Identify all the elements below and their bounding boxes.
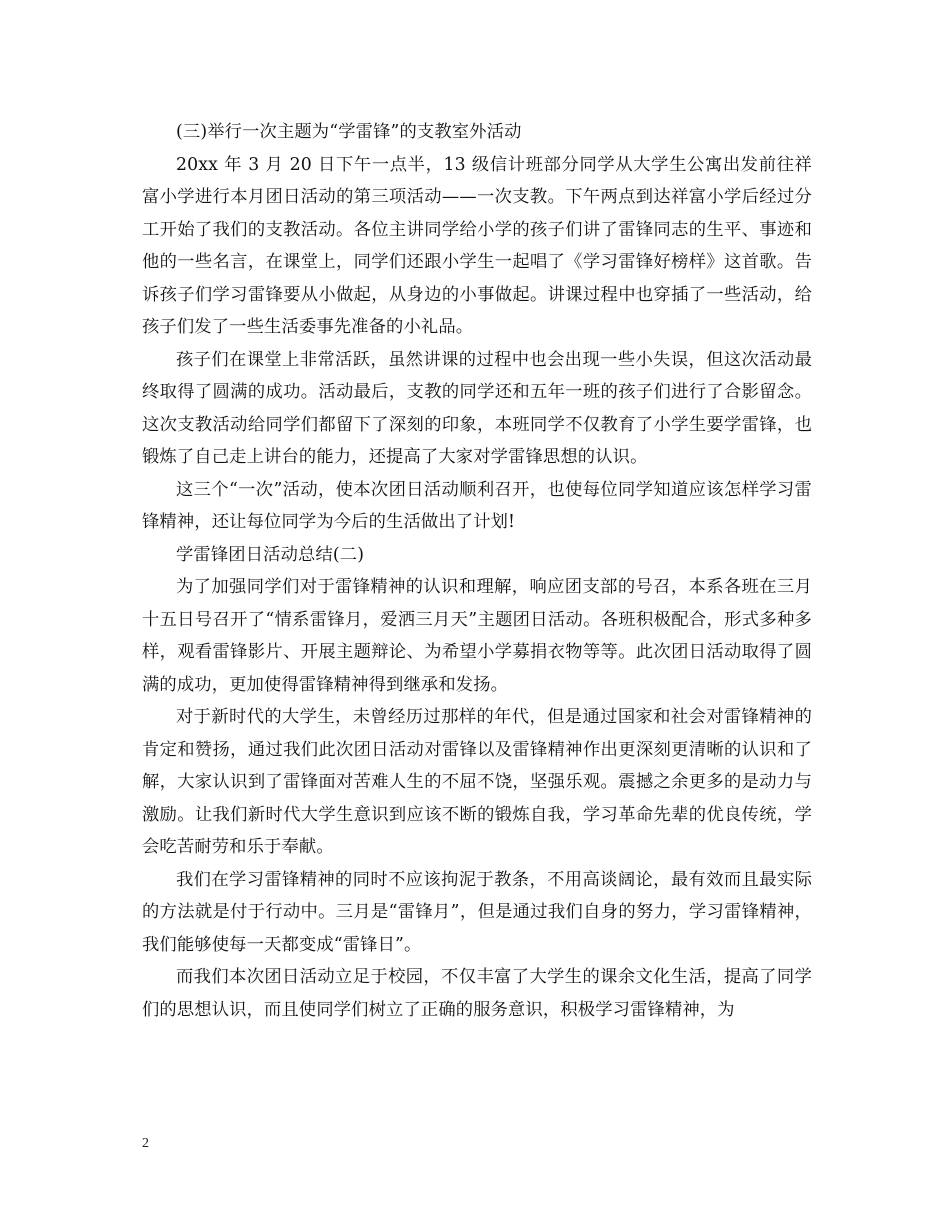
- paragraph-campus-activity: 而我们本次团日活动立足于校园，不仅丰富了大学生的课余文化生活，提高了同学们的思想认识，而且使同学们树立了正确的服务意识，积极学习雷锋精神，为: [142, 967, 812, 1020]
- section-heading-summary-two: 学雷锋团日活动总结(二): [176, 544, 365, 565]
- paragraph-three-activities: 这三个“一次”活动，使本次团日活动顺利召开，也使每位同学知道应该怎样学习雷锋精神，还让每位同学为今后的生活做出了计划!: [142, 479, 812, 532]
- paragraph-teaching-activity: 20xx 年 3 月 20 日下午一点半，13 级信计班部分同学从大学生公寓出发前往祥富小学进行本月团日活动的第三项活动——一次支教。下午两点到达祥富小学后经过分工开始了我们的支教活动。各位主讲同学给小学的孩子们讲了雷锋同志的生平、事迹和他的一些名言，在课堂上，同学们还跟小学生一起唱了《学习雷锋好榜样》这首歌。告诉孩子们学习雷锋要从小做起，从身边的小事做起。讲课过程中也穿插了一些活动，给孩子们发了一些生活委事先准备的小礼品。: [142, 154, 812, 337]
- paragraph-strengthen-understanding: 为了加强同学们对于雷锋精神的认识和理解，响应团支部的号召，本系各班在三月十五日号召开了“情系雷锋月，爱洒三月天”主题团日活动。各班积极配合，形式多种多样，观看雷锋影片、开展主题辩论、为希望小学募捐衣物等等。此次团日活动取得了圆满的成功，更加使得雷锋精神得到继承和发扬。: [142, 577, 812, 695]
- paragraph-learning-in-action: 我们在学习雷锋精神的同时不应该拘泥于教条，不用高谈阔论，最有效而且最实际的方法就是付于行动中。三月是“雷锋月”，但是通过我们自身的努力，学习雷锋精神，我们能够使每一天都变成“雷锋日”。: [142, 869, 812, 955]
- section-heading-activity-three: (三)举行一次主题为“学雷锋”的支教室外活动: [176, 122, 522, 142]
- document-body: [142, 116, 812, 1026]
- paragraph-new-era-students: 对于新时代的大学生，未曾经历过那样的年代，但是通过国家和社会对雷锋精神的肯定和赞扬，通过我们此次团日活动对雷锋以及雷锋精神作出更深刻更清晰的认识和了解，大家认识到了雷锋面对苦难人生的不屈不饶，坚强乐观。震撼之余更多的是动力与激励。让我们新时代大学生意识到应该不断的锻炼自我，学习革命先辈的优良传统，学会吃苦耐劳和乐于奉献。: [142, 707, 812, 857]
- paragraph-children-classroom: 孩子们在课堂上非常活跃，虽然讲课的过程中也会出现一些小失误，但这次活动最终取得了圆满的成功。活动最后，支教的同学还和五年一班的孩子们进行了合影留念。这次支教活动给同学们都留下了深刻的印象，本班同学不仅教育了小学生要学雷锋，也锻炼了自己走上讲台的能力，还提高了大家对学雷锋思想的认识。: [142, 349, 812, 467]
- page-number: 2: [142, 1136, 149, 1151]
